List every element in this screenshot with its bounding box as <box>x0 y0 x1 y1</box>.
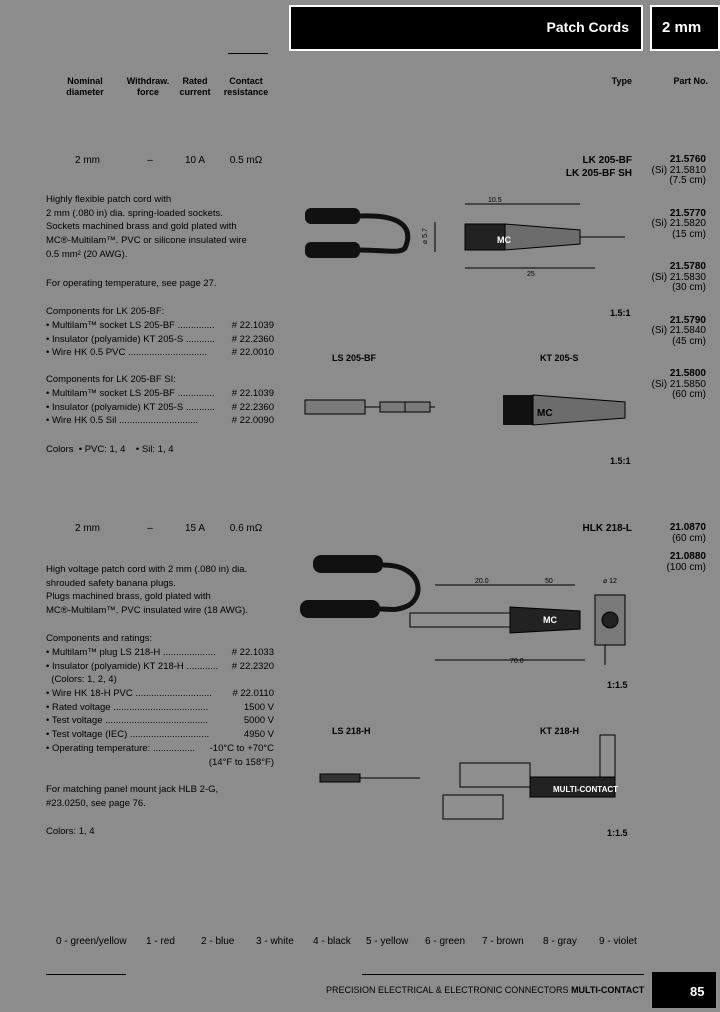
col-contact-resistance: Contact resistance <box>223 76 269 97</box>
p1-temp-note: For operating temperature, see page 27. <box>46 278 217 289</box>
p2-part-numbers <box>630 523 706 573</box>
p1-current: 10 A <box>184 155 206 166</box>
p1-description: Highly flexible patch cord with 2 mm (.080 in) dia. spring-loaded sockets. Sockets machined brass and gold plated with MC®-Multilam™. PVC or silicone insulated wire 0.5 mm² (20 AWG). <box>46 194 247 260</box>
component-row: (Colors: 1, 2, 4) <box>46 674 117 686</box>
component-row: • Operating temperature: ................ -10°C to +70°C <box>46 742 274 754</box>
p2-drawings <box>295 545 635 845</box>
color-code-8: 8 - gray <box>543 936 577 947</box>
component-row: • Multilam™ socket LS 205-BF .............. # 22.1039 <box>46 388 274 399</box>
p2-dim-d: 70.0 <box>510 658 524 665</box>
component-row: (14°F to 158°F) <box>208 756 274 768</box>
mc-logo: MC <box>497 235 511 245</box>
part-no-si: (Si) 21.5830 <box>651 271 706 283</box>
p1-dim-top: 10.5 <box>488 197 502 204</box>
col-part-no: Part No. <box>673 76 708 86</box>
p2-current: 15 A <box>184 523 206 534</box>
component-row: • Test voltage ....................................... 5000 V <box>46 715 274 727</box>
section-header <box>289 5 643 51</box>
header-rule <box>228 53 268 54</box>
multi-contact-logo: MULTI-CONTACT <box>553 785 619 794</box>
hv-insulator-drawing <box>443 735 615 819</box>
insulator-drawing <box>503 395 625 425</box>
hv-dimension-sketch <box>410 585 625 665</box>
color-code-2: 2 - blue <box>201 936 235 947</box>
part-length: (60 cm) <box>672 389 706 400</box>
component-row: • Insulator (polyamide) KT 205-S ........... # 22.2360 <box>46 333 274 345</box>
part-no: 21.5790 <box>669 314 706 326</box>
component-row: • Insulator (polyamide) KT 205-S ........... # 22.2360 <box>46 401 274 413</box>
p1-dim-length: 25 <box>527 271 535 278</box>
color-code-6: 6 - green <box>425 936 466 947</box>
p1-label-insulator: KT 205-S <box>540 353 579 363</box>
p2-description: High voltage patch cord with 2 mm (.080 in) dia. shrouded safety banana plugs. Plugs machined brass, gold plated with MC®-Multilam™. PVC insulated wire (18 AWG). <box>46 564 248 617</box>
part-no: 21.5760 <box>669 154 706 165</box>
p2-label-plug: LS 218-H <box>332 726 371 736</box>
p1-components-si <box>46 387 274 428</box>
p2-components-title: Components and ratings: <box>46 633 153 644</box>
part-no: 21.0870 <box>669 522 706 533</box>
part-length: (7.5 cm) <box>669 175 706 186</box>
p1-resistance: 0.5 mΩ <box>229 155 263 166</box>
footer-text <box>326 985 644 995</box>
p2-dim-c: ⌀ 12 <box>603 578 617 585</box>
component-row: • Test voltage (IEC) .............................. 4950 V <box>46 729 274 741</box>
p1-type-si: LK 205-BF SH <box>565 168 632 179</box>
p1-components-pvc <box>46 319 274 360</box>
socket-drawing <box>305 400 435 414</box>
part-length: (30 cm) <box>672 282 706 293</box>
component-row: • Wire HK 0.5 PVC .............................. # 22.0010 <box>46 347 274 359</box>
component-row: • Rated voltage .................................... 1500 V <box>46 701 274 713</box>
p1-force: – <box>147 155 153 166</box>
p1-drawings <box>295 190 635 480</box>
p1-part-numbers <box>630 155 706 401</box>
p2-scale-1: 1:1.5 <box>607 680 628 690</box>
page-number-box <box>652 972 716 1008</box>
component-row: • Multilam™ plug LS 218-H .................... # 22.1033 <box>46 647 274 658</box>
part-length: (60 cm) <box>672 532 706 544</box>
footer-rule-left <box>46 974 126 975</box>
p1-components-si-title: Components for LK 205-BF SI: <box>46 374 176 385</box>
p2-panel-note: For matching panel mount jack HLB 2-G, #23.0250, see page 76. <box>46 784 219 809</box>
size-label: 2 mm <box>662 19 702 36</box>
part-no: 21.5800 <box>669 368 706 379</box>
p2-label-insulator: KT 218-H <box>540 726 580 736</box>
part-no: 21.0880 <box>669 551 706 562</box>
footer-rule-right <box>362 974 644 975</box>
p1-diameter: 2 mm <box>75 155 100 166</box>
component-row: • Wire HK 18-H PVC ............................. # 22.0110 <box>46 688 274 700</box>
part-no-si: (Si) 21.5810 <box>651 164 706 176</box>
component-row: • Insulator (polyamide) KT 218-H ............ # 22.2320 <box>46 660 274 672</box>
p1-label-socket: LS 205-BF <box>332 353 377 363</box>
footer-tagline: PRECISION ELECTRICAL & ELECTRONIC CONNECTORS <box>326 985 569 995</box>
part-length: (15 cm) <box>672 228 706 240</box>
col-rated-current: Rated current <box>179 76 211 97</box>
col-withdraw-force: Withdraw. force <box>126 76 170 97</box>
p2-diameter: 2 mm <box>75 523 100 534</box>
color-code-7: 7 - brown <box>482 936 524 947</box>
part-no: 21.5770 <box>669 207 706 219</box>
part-no-si: (Si) 21.5820 <box>651 218 706 229</box>
part-length: (45 cm) <box>672 335 706 347</box>
p2-force: – <box>147 523 153 534</box>
p2-dim-a: 20.0 <box>475 578 489 585</box>
p2-type: HLK 218-L <box>582 523 632 534</box>
col-type: Type <box>611 76 632 86</box>
size-tab <box>650 5 720 51</box>
p2-resistance: 0.6 mΩ <box>229 523 263 534</box>
color-code-9: 9 - violet <box>599 936 637 947</box>
patch-cord-image <box>305 208 408 258</box>
color-code-3: 3 - white <box>256 936 294 947</box>
color-code-4: 4 - black <box>313 936 351 947</box>
p1-components-pvc-title: Components for LK 205-BF: <box>46 306 165 317</box>
plug-drawing <box>320 774 420 782</box>
color-code-5: 5 - yellow <box>366 936 409 947</box>
section-title: Patch Cords <box>546 19 629 35</box>
p2-colors: Colors: 1, 4 <box>46 826 95 837</box>
mc-logo: MC <box>543 615 557 625</box>
part-no-si: (Si) 21.5850 <box>651 378 706 390</box>
p1-scale-1: 1.5:1 <box>610 308 631 318</box>
part-no: 21.5780 <box>669 261 706 272</box>
col-nominal-diameter: Nominal diameter <box>66 76 104 97</box>
part-no-si: (Si) 21.5840 <box>651 325 706 336</box>
p1-dim-dia: ⌀ 5.7 <box>422 228 429 244</box>
page-number: 85 <box>690 984 705 999</box>
part-length: (100 cm) <box>666 561 706 573</box>
p1-scale-2: 1.5:1 <box>610 456 631 466</box>
mc-logo: MC <box>537 408 553 419</box>
p1-type: LK 205-BF <box>582 155 632 166</box>
hv-patch-cord-image <box>300 555 418 618</box>
p2-components <box>46 646 274 769</box>
component-row: • Wire HK 0.5 Sil .............................. # 22.0090 <box>46 415 274 427</box>
p2-scale-2: 1:1.5 <box>607 828 628 838</box>
footer-brand: MULTI-CONTACT <box>571 985 645 995</box>
p1-colors: Colors • PVC: 1, 4 • Sil: 1, 4 <box>46 444 174 455</box>
color-code-1: 1 - red <box>146 936 175 947</box>
p2-dim-b: 50 <box>545 578 553 585</box>
component-row: • Multilam™ socket LS 205-BF .............. # 22.1039 <box>46 320 274 331</box>
color-code-0: 0 - green/yellow <box>56 936 127 947</box>
p1-dimension-sketch <box>435 204 625 268</box>
